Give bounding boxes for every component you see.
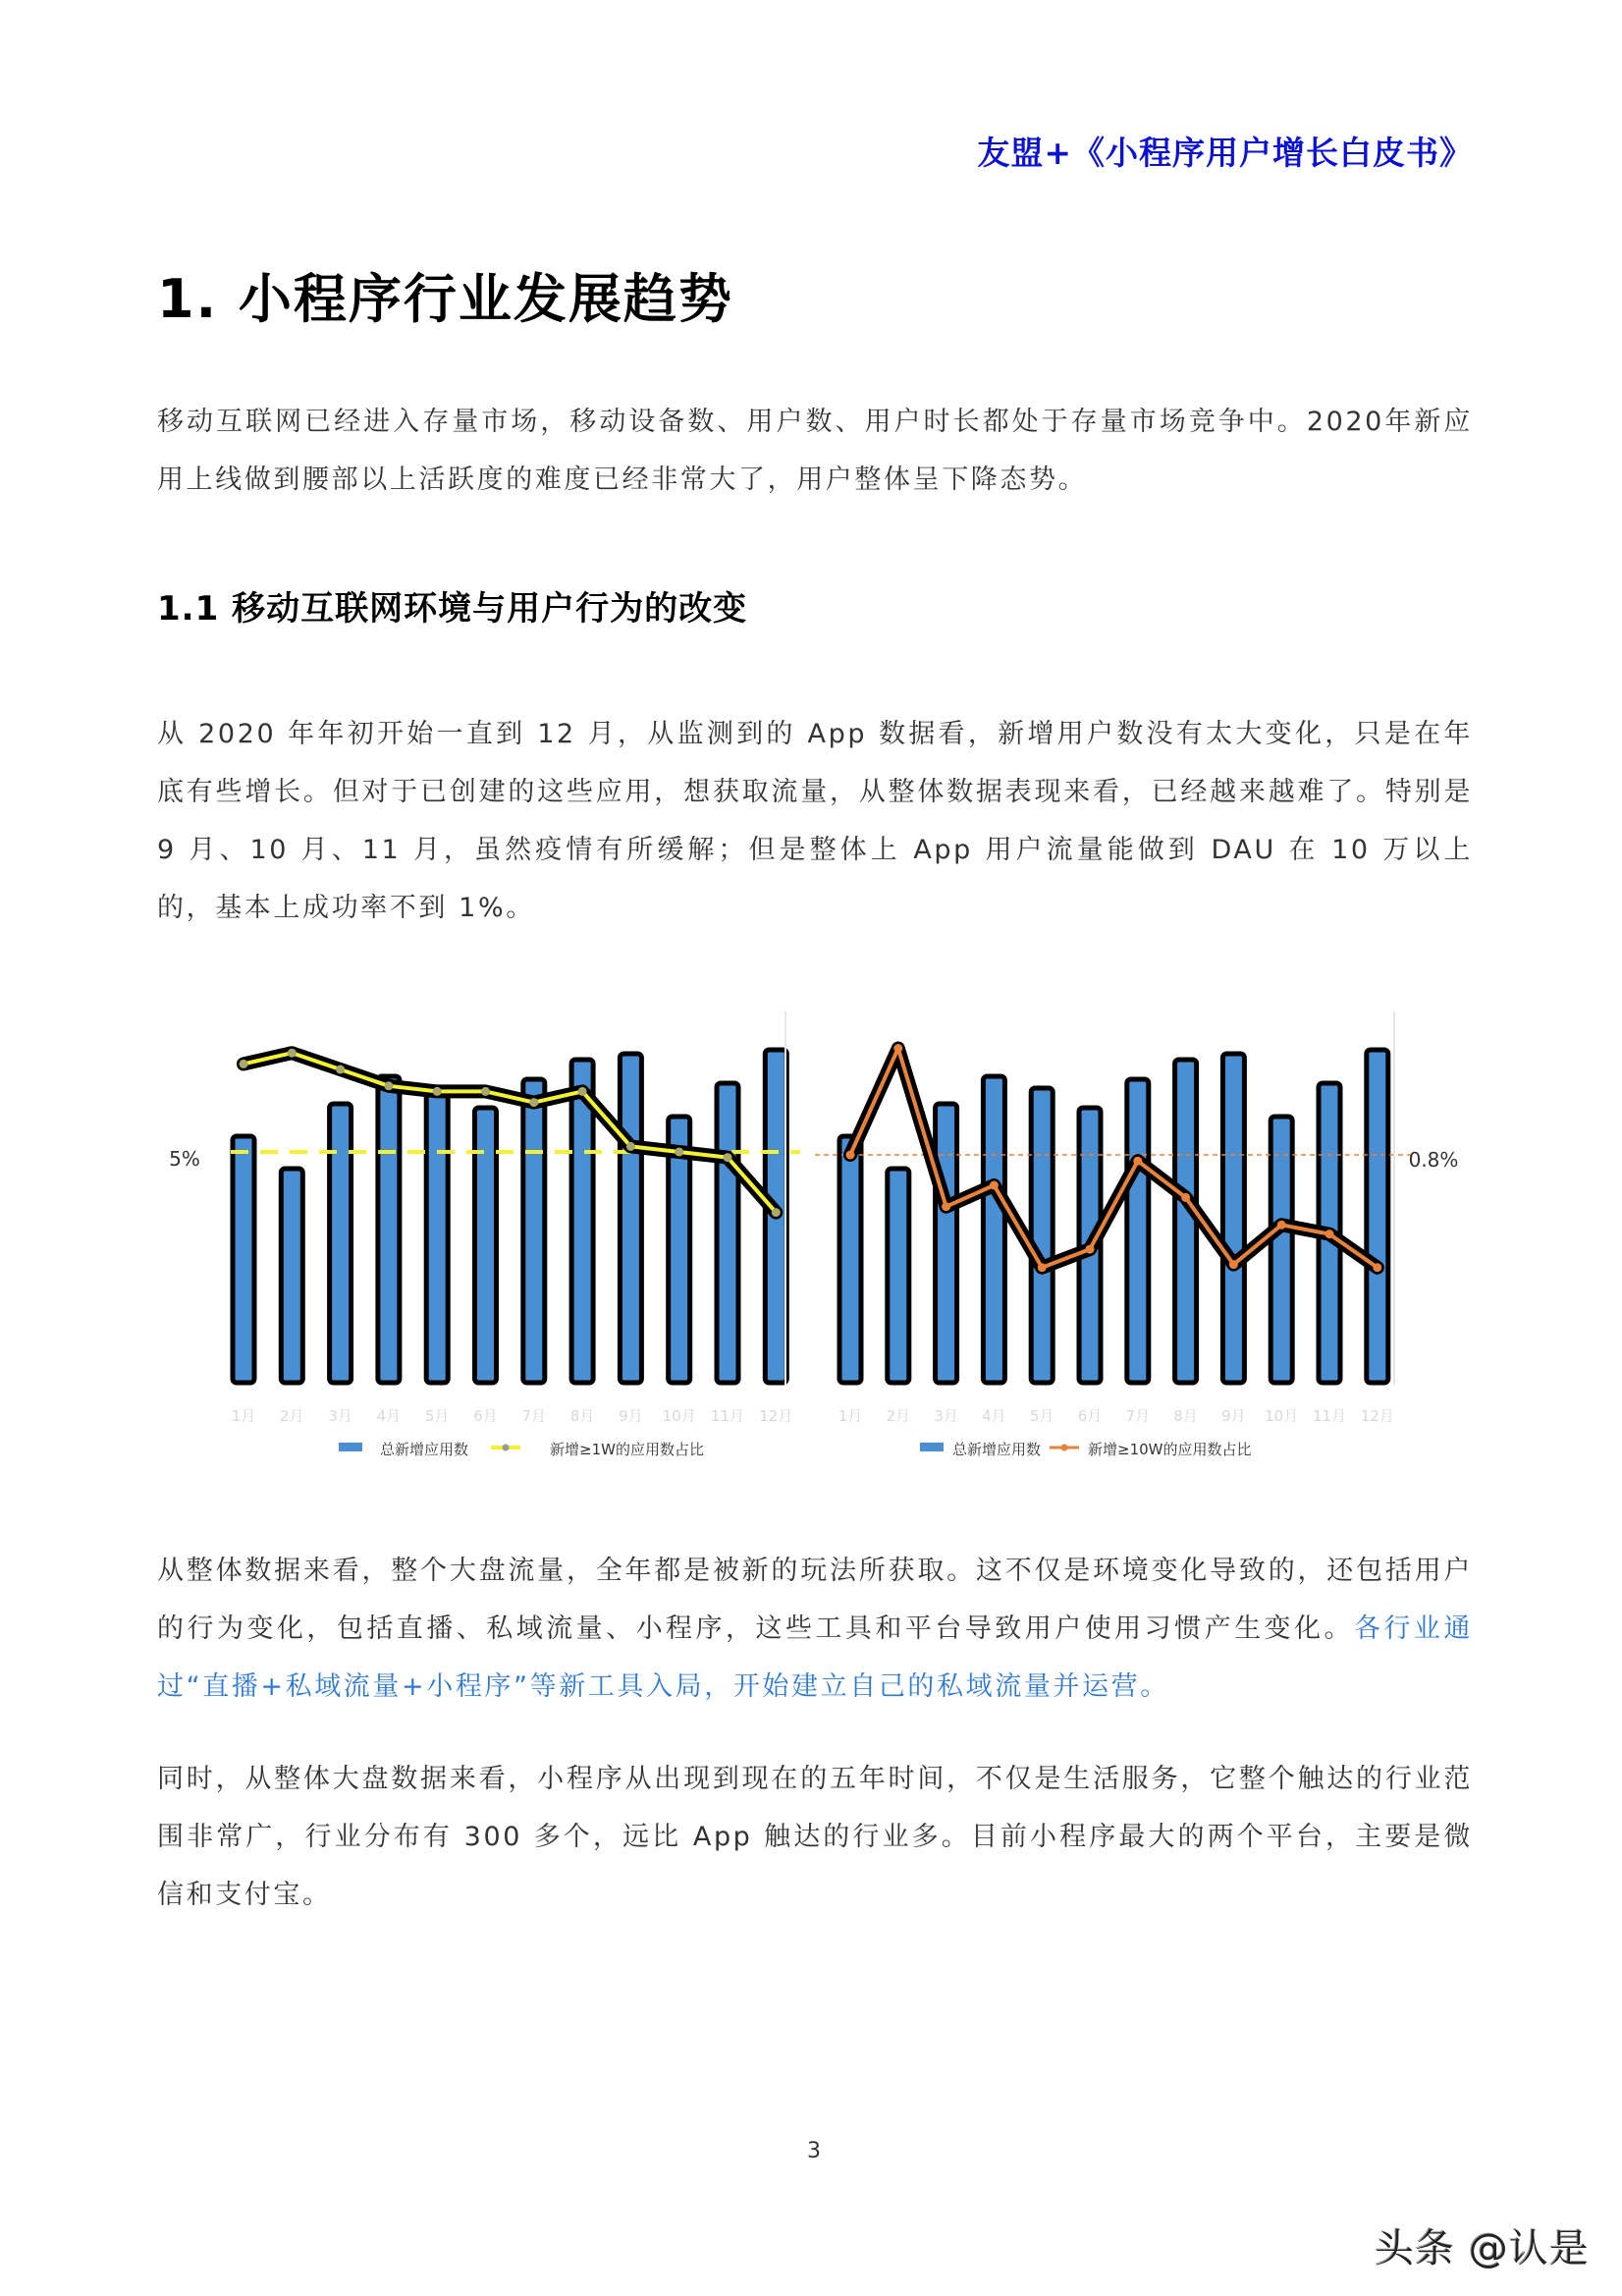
- x-tick-label: 12月: [759, 1407, 793, 1425]
- x-tick-label: 9月: [619, 1407, 643, 1425]
- line-point: [675, 1148, 683, 1157]
- legend-bar-label: 总新增应用数: [952, 1441, 1042, 1458]
- x-tick-label: 10月: [1265, 1407, 1299, 1425]
- bar: [839, 1136, 861, 1383]
- x-tick-label: 1月: [838, 1407, 863, 1425]
- x-tick-label: 10月: [662, 1407, 696, 1425]
- bar: [1271, 1117, 1292, 1383]
- highlighted-text: 各行业通过“直播+私域流量+小程序”等新工具入局，开始建立自己的私域流量并运营。: [157, 1613, 1473, 1702]
- legend-bar-label: 总新增应用数: [380, 1441, 469, 1458]
- bar: [620, 1054, 641, 1383]
- line-point: [384, 1081, 393, 1090]
- x-tick-label: 5月: [1029, 1407, 1054, 1425]
- x-tick-label: 5月: [424, 1407, 450, 1425]
- line-point: [529, 1098, 538, 1107]
- bar: [936, 1104, 957, 1383]
- x-tick-label: 7月: [521, 1407, 547, 1425]
- bar: [888, 1169, 909, 1383]
- line-point: [240, 1060, 248, 1068]
- x-tick-label: 4月: [982, 1407, 1006, 1425]
- x-tick-label: 11月: [710, 1407, 745, 1425]
- paragraph-traffic: [157, 1542, 1473, 1716]
- line-point: [481, 1087, 490, 1096]
- line-point: [893, 1044, 902, 1053]
- x-axis-labels: [838, 1407, 1394, 1425]
- ref-label-right: 0.8%: [1408, 1148, 1459, 1172]
- x-tick-label: 11月: [1312, 1407, 1347, 1425]
- legend-line-label: 新增≥10W的应用数占比: [1088, 1441, 1252, 1458]
- line-point: [724, 1153, 732, 1162]
- subsection-heading: 1.1 移动互联网环境与用户行为的改变: [157, 589, 748, 629]
- line-point: [1133, 1157, 1142, 1166]
- bar: [1127, 1079, 1149, 1383]
- x-tick-label: 9月: [1221, 1407, 1246, 1425]
- bar: [330, 1104, 351, 1383]
- line-point: [1038, 1263, 1047, 1272]
- bar: [1031, 1088, 1053, 1383]
- line-point: [1325, 1230, 1334, 1238]
- x-tick-label: 7月: [1125, 1407, 1151, 1425]
- x-tick-label: 3月: [328, 1407, 352, 1425]
- bar: [983, 1076, 1004, 1383]
- legend-line-label: 新增≥1W的应用数占比: [550, 1441, 704, 1458]
- page-number: 3: [807, 2139, 821, 2163]
- line-point: [846, 1151, 855, 1160]
- line-point: [1373, 1263, 1381, 1272]
- line-point: [433, 1087, 442, 1096]
- bar: [475, 1108, 497, 1383]
- x-tick-label: 2月: [886, 1407, 911, 1425]
- line-point: [1181, 1193, 1190, 1202]
- line-point: [1277, 1221, 1286, 1230]
- line-point: [288, 1049, 297, 1058]
- bar: [523, 1079, 545, 1383]
- x-tick-label: 4月: [376, 1407, 402, 1425]
- line-point: [336, 1066, 345, 1074]
- line-point: [578, 1087, 587, 1096]
- intro-paragraph: 移动互联网已经进入存量市场，移动设备数、用户数、用户时长都处于存量市场竞争中。2020年新应用上线做到腰部以上活跃度的难度已经非常大了，用户整体呈下降态势。: [157, 407, 1473, 495]
- bar: [1175, 1060, 1197, 1383]
- bar: [378, 1076, 400, 1383]
- legend-bar-swatch: [920, 1443, 944, 1451]
- line-point: [772, 1208, 781, 1217]
- document-header-title: 友盟+《小程序用户增长白皮书》: [977, 134, 1473, 172]
- section-heading: 1. 小程序行业发展趋势: [157, 268, 733, 330]
- x-tick-label: 2月: [280, 1407, 304, 1425]
- bar: [1367, 1050, 1388, 1383]
- x-tick-label: 6月: [473, 1407, 498, 1425]
- x-axis-labels: [232, 1407, 793, 1425]
- chart-new-apps-1w: [157, 1002, 805, 1493]
- line-point: [626, 1142, 635, 1151]
- paragraph-traffic-text: 从整体数据来看，整个大盘流量，全年都是被新的玩法所获取。这不仅是环境变化导致的，还包括用户的行为变化，包括直播、私域流量、小程序，这些工具和平台导致用户使用习惯产生变化。: [157, 1556, 1473, 1644]
- bar: [1222, 1054, 1244, 1383]
- bar: [426, 1088, 448, 1383]
- x-tick-label: 12月: [1360, 1407, 1394, 1425]
- line-point: [942, 1202, 950, 1211]
- bar: [233, 1136, 254, 1383]
- x-tick-label: 8月: [1173, 1407, 1198, 1425]
- line-point: [990, 1181, 999, 1190]
- line-point: [1086, 1245, 1095, 1254]
- x-tick-label: 3月: [934, 1407, 958, 1425]
- line-point: [1229, 1260, 1238, 1269]
- legend-bar-swatch: [339, 1443, 362, 1451]
- x-tick-label: 8月: [569, 1407, 595, 1425]
- paragraph-industries: 同时，从整体大盘数据来看，小程序从出现到现在的五年时间，不仅是生活服务，它整个触达的行业范围非常广，行业分布有 300 多个，远比 App 触达的行业多。目前小程序最大的两个平台，主要是微信和支付宝。: [157, 1764, 1473, 1910]
- x-tick-label: 6月: [1077, 1407, 1103, 1425]
- bar: [281, 1169, 302, 1383]
- x-tick-label: 1月: [231, 1407, 256, 1425]
- ref-label-left: 5%: [169, 1147, 200, 1171]
- chart-new-apps-10w: [815, 1002, 1463, 1493]
- watermark: 头条 @认是: [1375, 2226, 1590, 2271]
- paragraph-app-data: 从 2020 年年初开始一直到 12 月，从监测到的 App 数据看，新增用户数没有太大变化，只是在年底有些增长。但对于已创建的这些应用，想获取流量，从整体数据表现来看，已经越来越难了。特别是 9 月、10 月、11 月，虽然疫情有所缓解；但是整体上 App 用户流量能做到 DAU 在 10 万以上的，基本上成功率不到 1%。: [157, 719, 1473, 923]
- bar: [717, 1083, 738, 1383]
